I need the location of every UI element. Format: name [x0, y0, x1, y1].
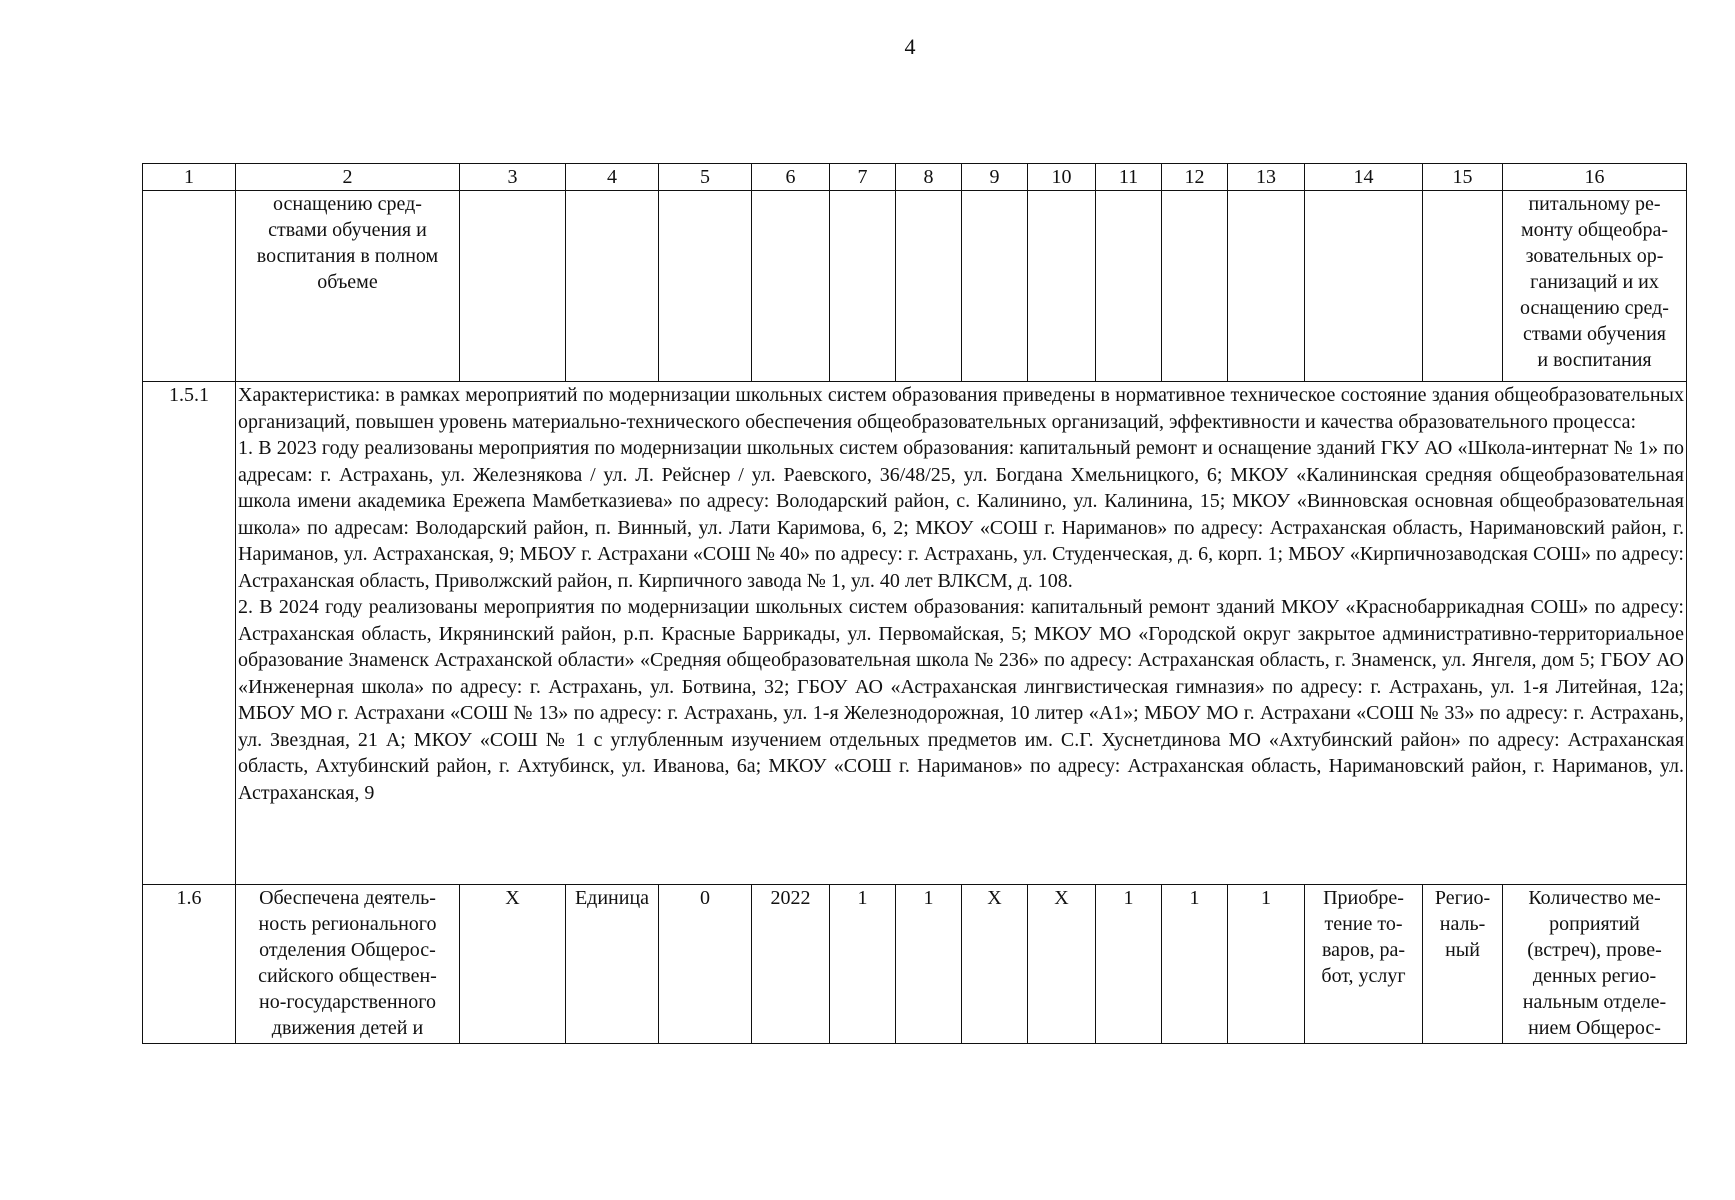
task-name: Обеспечена деятель- ность регионального отделения Общерос- сийского обществен- но-государственного движения детей и	[236, 885, 460, 1044]
table-cell: Х	[1028, 885, 1096, 1044]
column-number-row	[143, 164, 1687, 191]
page-number: 4	[904, 34, 916, 59]
table-cell	[1028, 191, 1096, 382]
base-value-cell: 0	[659, 885, 752, 1044]
unit-cell: Единица	[566, 885, 659, 1044]
table-cell	[752, 191, 830, 382]
continued-row	[143, 191, 1687, 382]
table-cell	[962, 191, 1028, 382]
column-number-cell: 16	[1503, 164, 1687, 191]
column-number-cell: 2	[236, 164, 460, 191]
column-number-cell: 14	[1305, 164, 1423, 191]
column-number-cell: 10	[1028, 164, 1096, 191]
result-type-cell: Приобре- тение то- варов, ра- бот, услуг	[1305, 885, 1423, 1044]
indicator-text: Количество ме- роприятий (встреч), прове- денных регио- нальным отделе- нием Общерос-	[1503, 885, 1687, 1044]
row-number: 1.6	[143, 885, 236, 1044]
base-year-cell: 2022	[752, 885, 830, 1044]
level-cell: Регио- наль- ный	[1423, 885, 1503, 1044]
column-number-cell: 1	[143, 164, 236, 191]
table-cell	[1228, 191, 1305, 382]
table-cell: 1	[1162, 885, 1228, 1044]
column-number-cell: 6	[752, 164, 830, 191]
table-cell: 1	[896, 885, 962, 1044]
characteristic-cell	[236, 382, 1687, 885]
table-cell	[1305, 191, 1423, 382]
characteristic-paragraph: 1. В 2023 году реализованы мероприятия по модернизации школьных систем образования: капитальный ремонт и оснащение зданий ГКУ АО «Школа-интернат № 1» по адресам: г. Астрахань, ул. Железнякова / ул. Л. Рейснер / ул. Раевского, 36/48/25, ул. Богдана Хмельницкого, 6; МКОУ «Калининская средняя общеобразовательная школа имени академика Ережепа Мамбетказиева» по адресу: Володарский район, с. Калинино, ул. Калинина, 15; МКОУ «Винновская основная общеобразовательная школа» по адресам: Володарский район, п. Винный, ул. Лати Каримова, 6, 2; МКОУ «СОШ г. Нариманов» по адресу: Астраханская область, Наримановский район, г. Нариманов, ул. Астраханская, 9; МБОУ г. Астрахани «СОШ № 40» по адресу: г. Астрахань, ул. Студенческая, д. 6, корп. 1; МБОУ «Кирпичнозаводская СОШ» по адресу: Астраханская область, Приволжский район, п. Кирпичного завода № 1, ул. 40 лет ВЛКСМ, д. 108.	[238, 437, 1684, 592]
column-number-cell: 4	[566, 164, 659, 191]
column-number-cell: 15	[1423, 164, 1503, 191]
row-1-6	[143, 885, 1687, 1044]
column-number-cell: 8	[896, 164, 962, 191]
continued-task-name: оснащению сред- ствами обучения и воспитания в полном объеме	[236, 191, 460, 382]
document-table	[142, 163, 1687, 1044]
table-cell	[1162, 191, 1228, 382]
table-cell	[1423, 191, 1503, 382]
column-number-cell: 5	[659, 164, 752, 191]
table-cell: Х	[460, 885, 566, 1044]
column-number-cell: 3	[460, 164, 566, 191]
table-cell: Х	[962, 885, 1028, 1044]
table-cell	[830, 191, 896, 382]
table-cell	[460, 191, 566, 382]
row-number: 1.5.1	[143, 382, 236, 885]
table-cell: 1	[830, 885, 896, 1044]
table-cell	[143, 191, 236, 382]
row-1-5-1	[143, 382, 1687, 885]
table-cell	[1096, 191, 1162, 382]
table-cell	[896, 191, 962, 382]
characteristic-paragraph: 2. В 2024 году реализованы мероприятия по модернизации школьных систем образования: капитальный ремонт зданий МКОУ «Краснобаррикадная СОШ» по адресу: Астраханская область, Икрянинский район, р.п. Красные Баррикады, ул. Первомайская, 5; МКОУ МО «Городской округ закрытое административно-территориальное образование Знаменск Астраханской области» «Средняя общеобразовательная школа № 236» по адресу: Астраханская область, г. Знаменск, ул. Янгеля, дом 5; ГБОУ АО «Инженерная школа» по адресу: г. Астрахань, ул. Ботвина, 32; ГБОУ АО «Астраханская лингвистическая гимназия» по адресу: г. Астрахань, ул. 1-я Литейная, 12а; МБОУ МО г. Астрахани «СОШ № 13» по адресу: г. Астрахань, ул. 1-я Железнодорожная, 10 литер «А1»; МБОУ МО г. Астрахани «СОШ № 33» по адресу: г. Астрахань, ул. Звездная, 21 А; МКОУ «СОШ № 1 с углубленным изучением отдельных предметов им. С.Г. Хуснетдинова МО «Ахтубинский район» по адресу: Астраханская область, Ахтубинский район, г. Ахтубинск, ул. Иванова, 6а; МКОУ «СОШ г. Нариманов» по адресу: Астраханская область, Наримановский район, г. Нариманов, ул. Астраханская, 9	[238, 596, 1684, 804]
column-number-cell: 12	[1162, 164, 1228, 191]
table-cell	[659, 191, 752, 382]
table-cell: 1	[1228, 885, 1305, 1044]
continued-indicator-text: питальному ре- монту общеобра- зовательных ор- ганизаций и их оснащению сред- ствами обучения и воспитания	[1503, 191, 1687, 382]
column-number-cell: 13	[1228, 164, 1305, 191]
characteristic-paragraph: Характеристика: в рамках мероприятий по модернизации школьных систем образования приведены в нормативное техническое состояние здания общеобразовательных организаций, повышен уровень материально-технического обеспечения общеобразовательных организаций, эффективности и качества образовательного процесса:	[238, 384, 1684, 433]
table-cell: 1	[1096, 885, 1162, 1044]
column-number-cell: 7	[830, 164, 896, 191]
table-cell	[566, 191, 659, 382]
column-number-cell: 11	[1096, 164, 1162, 191]
column-number-cell: 9	[962, 164, 1028, 191]
